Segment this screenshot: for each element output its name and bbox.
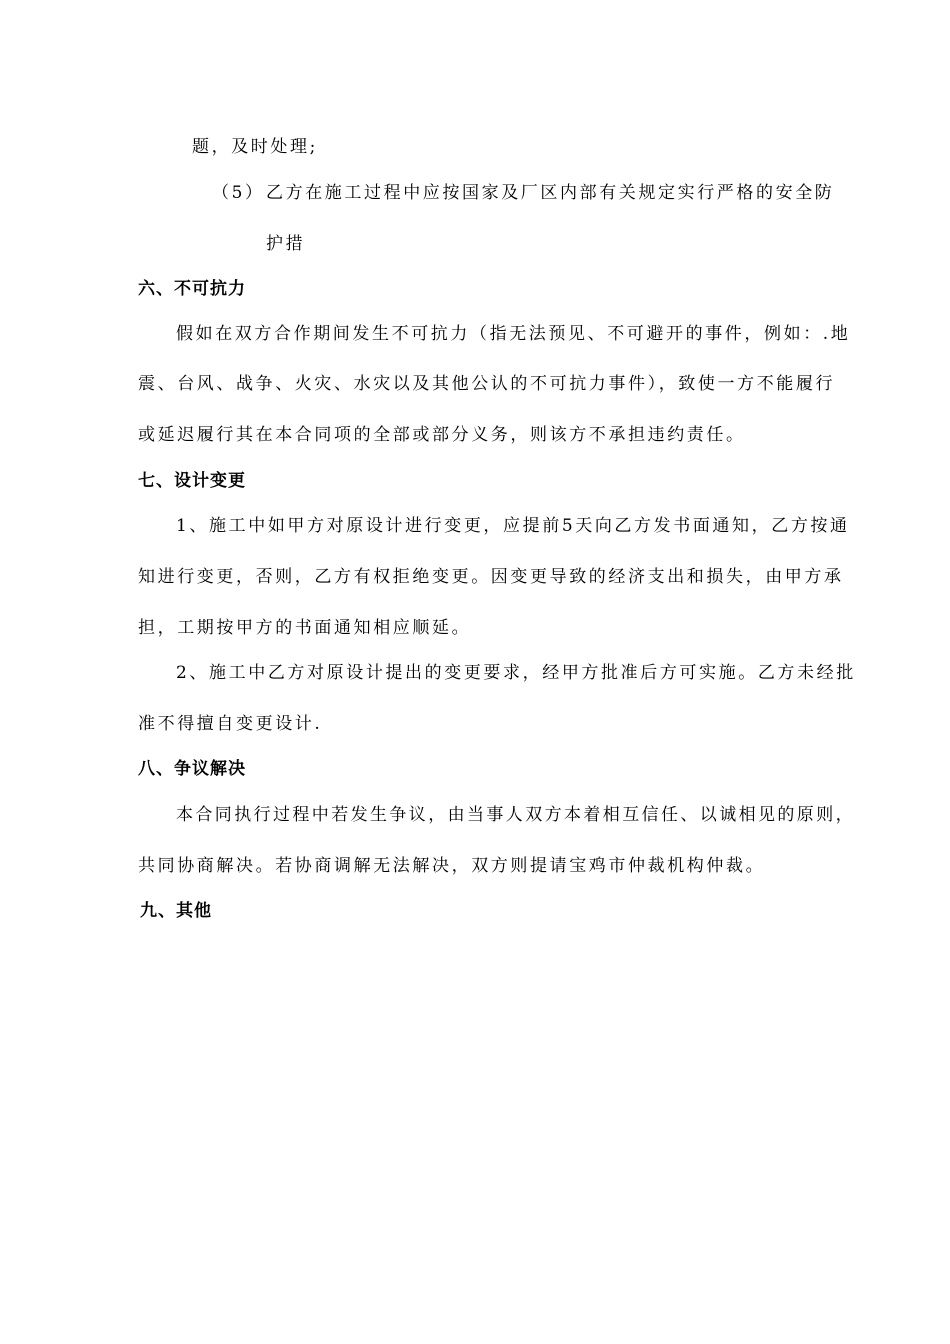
section-6-line-3: 或延迟履行其在本合同项的全部或部分义务，则该方不承担违约责任。 <box>138 425 746 445</box>
section-7-p2-line-2: 准不得擅自变更设计. <box>138 714 323 734</box>
section-6-heading: 六、不可抗力 <box>138 279 246 299</box>
section-7-p1-line-3: 担，工期按甲方的书面通知相应顺延。 <box>138 618 472 638</box>
section-8-heading: 八、争议解决 <box>138 759 246 779</box>
section-8-line-2: 共同协商解决。若协商调解无法解决，双方则提请宝鸡市仲裁机构仲裁。 <box>138 856 766 876</box>
section-8-line-1: 本合同执行过程中若发生争议，由当事人双方本着相互信任、以诚相见的原则， <box>176 805 855 825</box>
section-7-p2-line-1: 2、施工中乙方对原设计提出的变更要求，经甲方批准后方可实施。乙方未经批 <box>176 663 856 683</box>
section-6-line-2: 震、台风、战争、火灾、水灾以及其他公认的不可抗力事件），致使一方不能履行 <box>138 374 836 394</box>
item-5-number: （5） <box>212 183 265 203</box>
section-7-heading: 七、设计变更 <box>138 471 246 491</box>
section-9-heading: 九、其他 <box>140 901 212 921</box>
item-5-line-2: 护措 <box>266 234 306 254</box>
section-7-p1-line-2: 知进行变更，否则，乙方有权拒绝变更。因变更导致的经济支出和损失，由甲方承 <box>138 567 844 587</box>
section-6-line-1: 假如在双方合作期间发生不可抗力（指无法预见、不可避开的事件，例如：.地 <box>176 324 851 344</box>
item-4-continuation: 题，及时处理; <box>192 137 318 157</box>
item-5-line-1: 乙方在施工过程中应按国家及厂区内部有关规定实行严格的安全防 <box>266 183 835 203</box>
section-7-p1-line-1: 1、施工中如甲方对原设计进行变更，应提前5天向乙方发书面通知，乙方按通 <box>176 516 850 536</box>
